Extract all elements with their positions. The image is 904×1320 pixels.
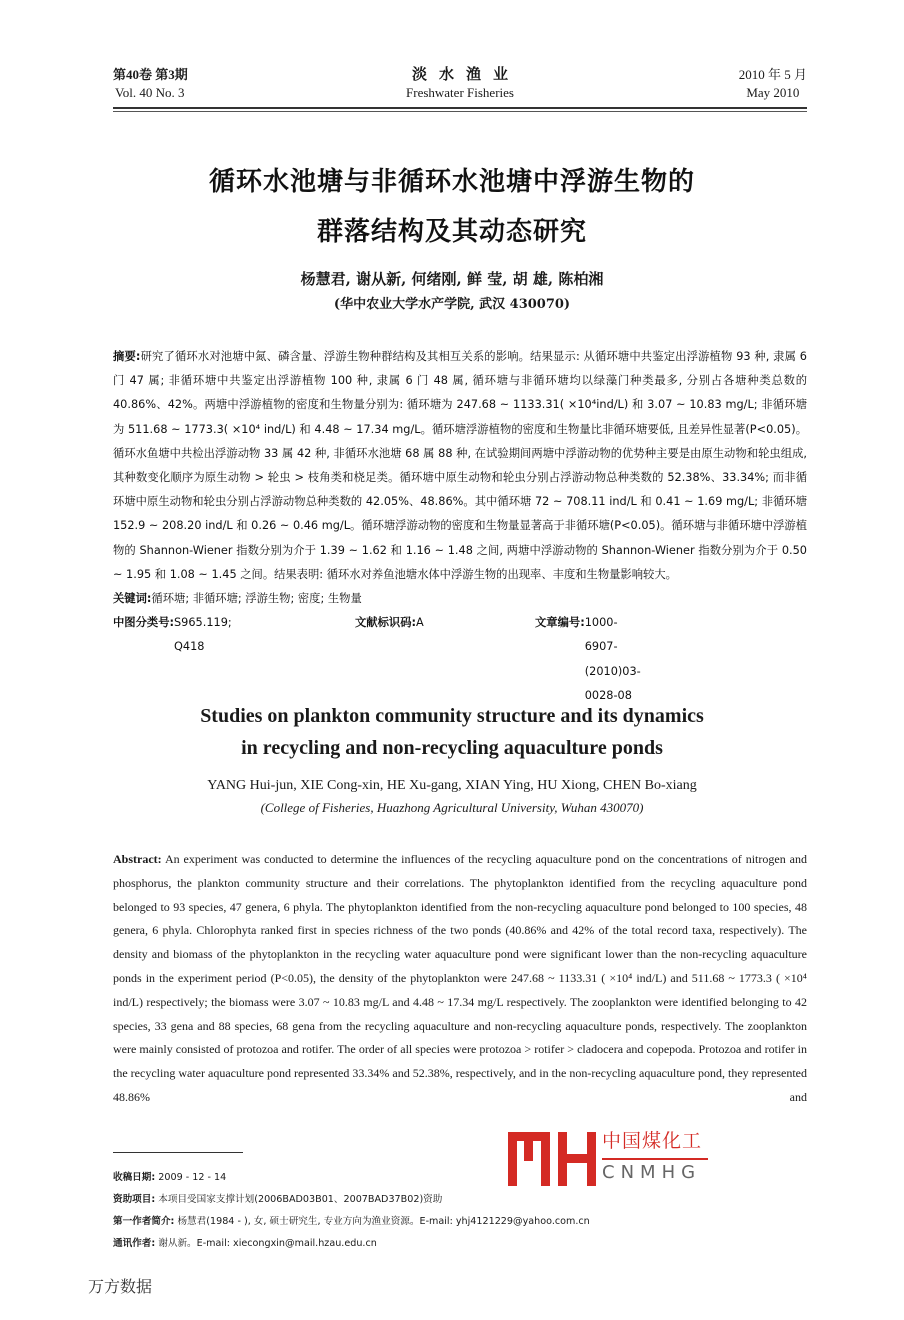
funding-value: 本项目受国家支撑计划(2006BAD03B01、2007BAD37B02)资助 [158, 1194, 443, 1205]
logo-name-zh: 中国煤化工 [602, 1130, 703, 1152]
en-abstract-label: Abstract: [113, 852, 162, 866]
en-title-line-2: in recycling and non-recycling aquaculture ponds [241, 737, 663, 759]
zh-affiliation: (华中农业大学水产学院, 武汉 430070) [333, 297, 571, 312]
zh-abstract-label: 摘要: [113, 350, 141, 363]
volume-zh: 第40卷 第3期 [113, 67, 188, 82]
footnote-corresponding [113, 1233, 807, 1255]
corresponding-value: 谢从新。E-mail: xiecongxin@mail.hzau.edu.cn [158, 1238, 377, 1249]
header-rule-thin [113, 111, 807, 112]
en-abstract [113, 848, 807, 1110]
zh-abstract-text: 研究了循环水对池塘中氮、磷含量、浮游生物种群结构及其相互关系的影响。结果显示: 从循环塘中共鉴定出浮游植物 93 种, 隶属 6 门 47 属; 非循环塘中共鉴定出浮游植物 100 种, 隶属 6 门 48 属, 循环塘与非循环塘均以绿藻门种类最多, 分别占各塘种类总数的 40.86%、42%。两塘中浮游植物的密度和生物量分别为: 循环塘为 247.68 ~ 1133.31( ×10⁴ind/L) 和 3.07 ~ 10.83 mg/L; 非循环塘为 511.68 ~ 1773.3( ×10⁴ ind/L) 和 4.48 ~ 17.34 mg/L。循环塘浮游植物的密度和生物量比非循环塘要低, 且差异性显著(P<0.05)。循环水鱼塘中共检出浮游动物 33 属 42 种, 非循环水池塘 68 属 88 种, 在试验期间两塘中浮游动物的优势种主要是由原生动物和轮虫组成, 其种数变化顺序为原生动物 > 轮虫 > 枝角类和桡足类。循环塘中原生动物和轮虫分别占浮游动物总种类数的 52.38%、33.34%; 而非循环塘中原生动物和轮虫分别占浮游动物总种类数的 42.05%、48.86%。其中循环塘 72 ~ 708.11 ind/L 和 0.41 ~ 1.69 mg/L; 非循环塘 152.9 ~ 208.20 ind/L 和 0.26 ~ 0.46 mg/L。循环塘浮游动物的密度和生物量显著高于非循环塘(P<0.05)。循环塘与非循环塘中浮游植物的 Shannon-Wiener 指数分别为介于 1.39 ~ 1.62 和 1.16 ~ 1.48 之间, 两塘中浮游动物的 Shannon-Wiener 指数分别为介于 0.50 ~ 1.95 和 1.08 ~ 1.45 之间。结果表明: 循环水对养鱼池塘水体中浮游生物的出现率、丰度和生物量影响较大。 [113, 350, 807, 581]
journal-name-zh: 淡水渔业 [411, 67, 520, 83]
zh-abstract-block [113, 345, 807, 702]
journal-name [113, 66, 807, 102]
zh-title-line-2: 群落结构及其动态研究 [316, 217, 587, 247]
article-no [535, 611, 641, 702]
issue-date [739, 66, 807, 102]
doc-code-label: 文献标识码: [355, 616, 417, 630]
volume-en: Vol. 40 No. 3 [115, 85, 185, 100]
zh-title [0, 157, 904, 257]
zh-authors: 杨慧君, 谢从新, 何绪刚, 鲜 莹, 胡 雄, 陈柏湘 [300, 270, 604, 288]
zh-keywords-text: 循环塘; 非循环塘; 浮游生物; 密度; 生物量 [151, 592, 362, 606]
article-no-value: 1000-6907-(2010)03-0028-08 [584, 616, 641, 702]
zh-abstract [113, 345, 807, 587]
corresponding-label: 通讯作者: [113, 1238, 156, 1249]
journal-name-en: Freshwater Fisheries [406, 85, 514, 100]
footnote-rule [113, 1152, 243, 1153]
zh-keywords [113, 587, 807, 611]
en-abstract-text: An experiment was conducted to determine the influences of the recycling aquaculture pond on the concentrations of nitrogen and phosphorus, the plankton community structure and their correlations. The phytoplankton identified from the recycling aquaculture pond belonged to 93 species, 47 genera, 6 phyla. The phytoplankton identified from the non-recycling aquaculture pond belonged to 100 species, 48 genera, 6 phyla. Chlorophyta ranked first in species richness of the two ponds (40.86% and 42% of the total record taxa, respectively). The density and biomass of the phytoplankton in the recycling water aquaculture pond were significant lower than the non-recycling aquaculture ponds in the experiment period (P<0.05), the density of the phytoplankton were 247.68 ~ 1133.31 ( ×10⁴ ind/L) and 511.68 ~ 1773.3 ( ×10⁴ ind/L) respectively; the biomass were 3.07 ~ 10.83 mg/L and 4.48 ~ 17.34 mg/L respectively. The zooplankton were identified belonging to 42 species, 33 gena and 88 species, 68 gena from the recycling aquaculture and non-recycling aquaculture ponds, respectively. The zooplankton were mainly consisted of protozoa and rotifer. The order of all species were protozoa > rotifer > cladocera and copepoda. Protozoa and rotifer in the recycling water aquaculture pond represented 33.34% and 52.38%, respectively, and in the non-recycling aquaculture pond, they represented 48.86% and [113, 852, 807, 1104]
footnote-first-author [113, 1211, 807, 1233]
received-value: 2009 - 12 - 14 [158, 1172, 227, 1183]
zh-keywords-label: 关键词: [113, 592, 152, 606]
footnote-funding [113, 1189, 807, 1211]
logo-name-en: CNMHG [602, 1162, 702, 1183]
article-no-label: 文章编号: [535, 616, 585, 630]
footnotes [113, 1167, 807, 1255]
doc-code-value: A [416, 616, 424, 630]
received-label: 收稿日期: [113, 1172, 156, 1183]
zh-classification-row [113, 611, 807, 702]
zh-title-line-1: 循环水池塘与非循环水池塘中浮游生物的 [208, 167, 695, 197]
first-author-label: 第一作者简介: [113, 1216, 175, 1227]
clc-value: S965.119; Q418 [174, 616, 232, 654]
clc [113, 611, 232, 654]
issue-date-zh: 2010 年 5 月 [738, 67, 807, 82]
clc-label: 中图分类号: [113, 616, 175, 630]
first-author-value: 杨慧君(1984 - ), 女, 硕士研究生, 专业方向为渔业资源。E-mail: yhj4121229@yahoo.com.cn [177, 1216, 590, 1227]
en-affiliation: (College of Fisheries, Huazhong Agricultural University, Wuhan 430070) [260, 800, 644, 815]
issue-date-en: May 2010 [746, 85, 800, 100]
wanfang-watermark: 万方数据 [88, 1277, 153, 1296]
doc-code [355, 611, 424, 635]
running-header [113, 66, 807, 106]
en-title-line-1: Studies on plankton community structure and its dynamics [200, 705, 704, 727]
en-title [0, 700, 904, 764]
en-authors: YANG Hui-jun, XIE Cong-xin, HE Xu-gang, XIAN Ying, HU Xiong, CHEN Bo-xiang [207, 778, 697, 793]
footnote-received [113, 1167, 807, 1189]
funding-label: 资助项目: [113, 1194, 156, 1205]
header-rule-thick [113, 107, 807, 109]
